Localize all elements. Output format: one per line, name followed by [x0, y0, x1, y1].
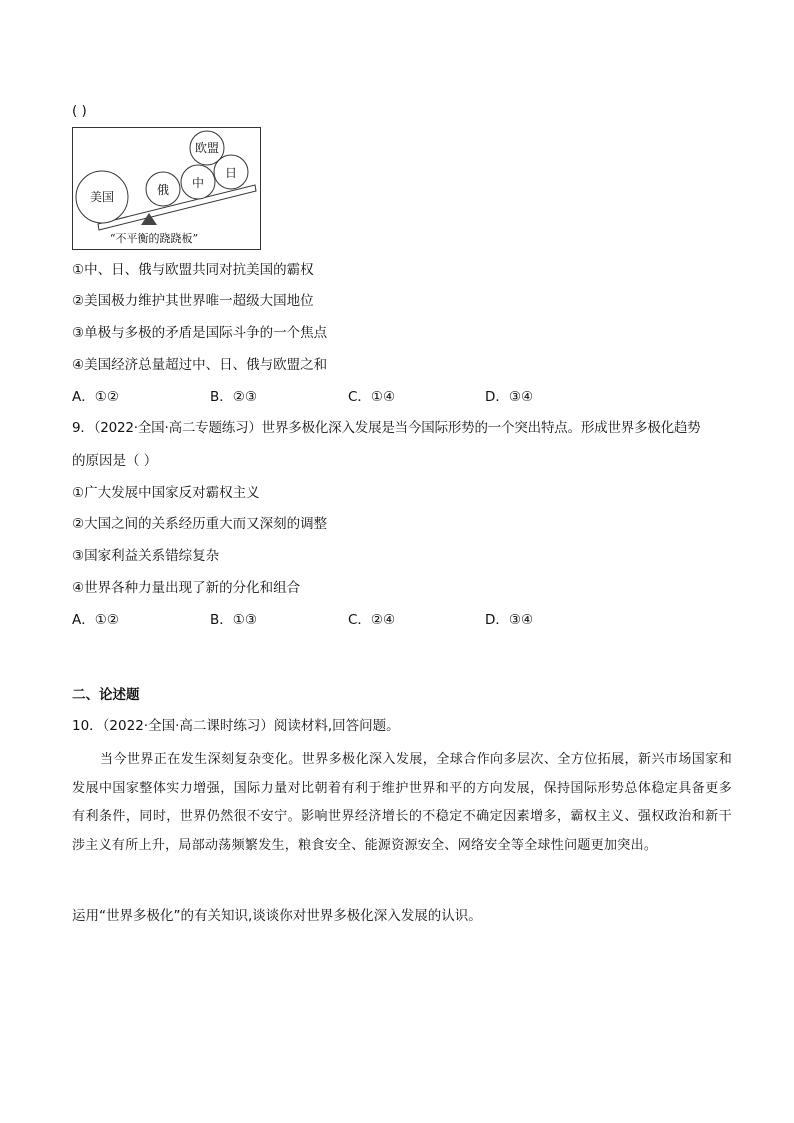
q8-option-c[interactable]: C．①④: [348, 389, 396, 405]
seesaw-illustration: [72, 127, 261, 250]
q8-options: [72, 387, 672, 407]
q8-option-a[interactable]: A．①②: [72, 389, 119, 405]
q8-statement-1: ①中、日、俄与欧盟共同对抗美国的霸权: [72, 262, 314, 278]
eu-label: 欧盟: [194, 141, 220, 155]
q10-question: 运用“世界多极化”的有关知识,谈谈你对世界多极化深入发展的认识。: [72, 908, 482, 924]
q9-option-c[interactable]: C．②④: [348, 612, 396, 628]
q9-statement-4: ④世界各种力量出现了新的分化和组合: [72, 580, 301, 596]
q10-passage: 当今世界正在发生深刻复杂变化。世界多极化深入发展，全球合作向多层次、全方位拓展，新兴市场国家和发展中国家整体实力增强，国际力量对比朝着有利于维护世界和平的方向发展，保持国际形势总体稳定具备更多有利条件，同时，世界仍然很不安宁。影响世界经济增长的不稳定不确定因素增多，霸权主义、强权政治和新干涉主义有所上升，局部动荡频繁发生，粮食安全、能源资源安全、网络安全等全球性问题更加突出。: [72, 752, 732, 853]
q9-option-b[interactable]: B．①③: [210, 612, 257, 628]
japan-label: 日: [224, 166, 238, 180]
q9-stem-line-2: 的原因是（ ）: [72, 453, 158, 469]
russia-label: 俄: [156, 183, 170, 197]
q9-statement-3: ③国家利益关系错综复杂: [72, 548, 220, 564]
figure-caption: “不平衡的跷跷板”: [109, 232, 199, 245]
section-title: 二、论述题: [72, 687, 140, 703]
q8-statement-2: ②美国极力维护其世界唯一超级大国地位: [72, 293, 314, 309]
q9-statement-1: ①广大发展中国家反对霸权主义: [72, 485, 260, 501]
usa-label: 美国: [89, 190, 115, 204]
q9-statement-2: ②大国之间的关系经历重大而又深刻的调整: [72, 516, 328, 532]
q9-stem-line-1: 9．（2022·全国·高二专题练习）世界多极化深入发展是当今国际形势的一个突出特点。形成世界多极化趋势: [72, 420, 701, 436]
q8-statement-4: ④美国经济总量超过中、日、俄与欧盟之和: [72, 357, 328, 373]
q9-options: [72, 610, 672, 630]
q8-statement-3: ③单极与多极的矛盾是国际斗争的一个焦点: [72, 325, 328, 341]
q9-option-d[interactable]: D．③④: [485, 612, 534, 628]
q8-option-b[interactable]: B．②③: [210, 389, 257, 405]
seesaw-figure: [72, 127, 261, 250]
q10-stem: 10．（2022·全国·高二课时练习）阅读材料,回答问题。: [72, 718, 400, 734]
q9-option-a[interactable]: A．①②: [72, 612, 119, 628]
china-label: 中: [191, 176, 205, 190]
q8-option-d[interactable]: D．③④: [485, 389, 534, 405]
q8-answer-bracket: ( ): [72, 103, 87, 119]
